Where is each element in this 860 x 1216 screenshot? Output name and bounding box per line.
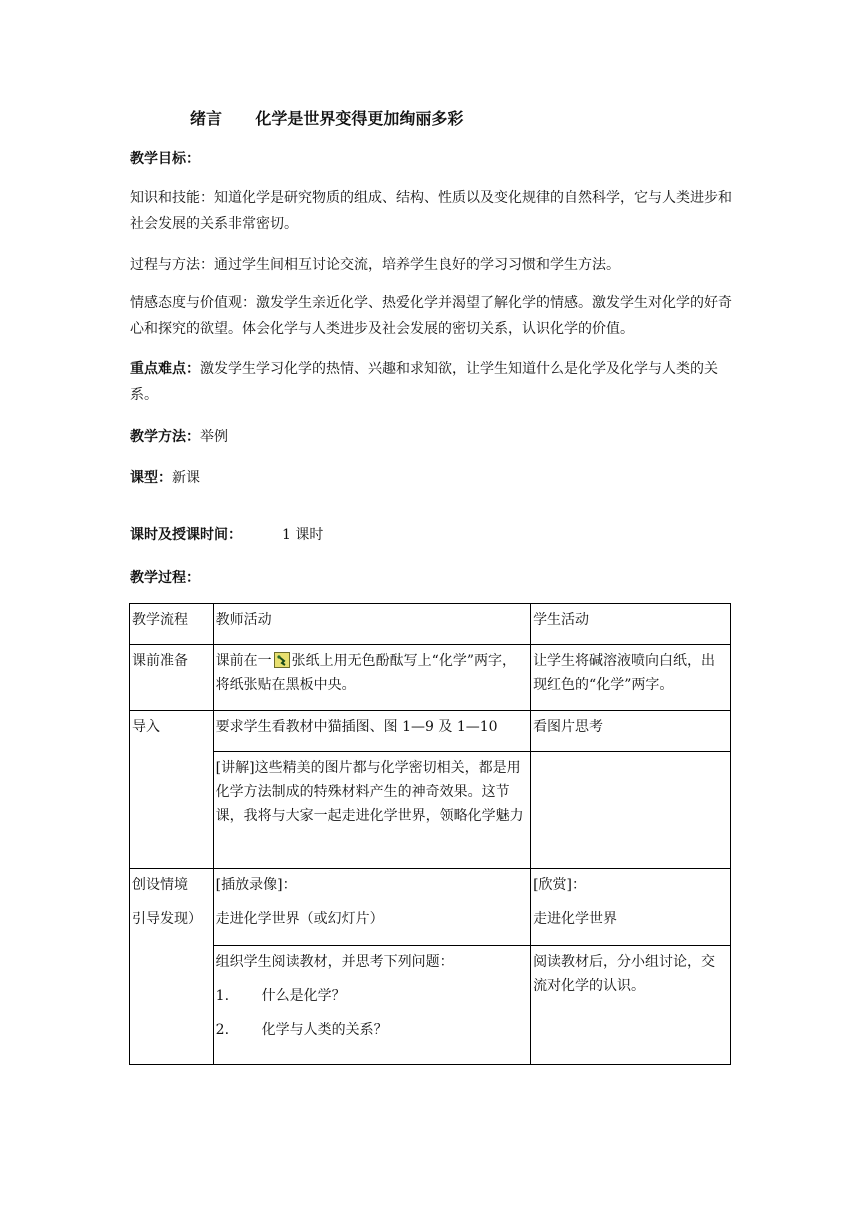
emotion-values-paragraph: 情感态度与价值观：激发学生亲近化学、热爱化学并渴望了解化学的情感。激发学生对化学的好奇心和探究的欲望。体会化学与人类进步及社会发展的密切关系，认识化学的价值。: [130, 295, 732, 337]
class-hours-value: 1 课时: [282, 527, 324, 543]
stage-cell: 创设情境 引导发现）: [130, 869, 214, 1065]
header-student-activity: 学生活动: [531, 604, 731, 645]
student-activity-cell: 让学生将碱溶液喷向白纸，出现红色的“化学”两字。: [531, 645, 731, 711]
lesson-type-line: [130, 465, 732, 491]
table-row: [130, 752, 731, 869]
question-item: 1. 什么是化学？: [215, 988, 346, 1004]
student-activity-cell: 阅读教材后，分小组讨论，交流对化学的认识。: [531, 946, 731, 1065]
student-activity-cell: [531, 752, 731, 869]
teaching-process-table: [129, 603, 731, 1065]
key-points-paragraph: [130, 356, 732, 408]
lesson-type-label: 课型：: [130, 470, 172, 486]
teacher-activity-cell: [插放录像]： 走进化学世界（或幻灯片）: [213, 869, 530, 946]
teacher-activity-cell: [讲解]这些精美的图片都与化学密切相关，都是用化学方法制成的特殊材料产生的神奇效果。这节课，我将与大家一起走进化学世界，领略化学魅力: [213, 752, 530, 869]
table-row: [130, 946, 731, 1065]
table-row: [130, 711, 731, 752]
header-teacher-activity: 教师活动: [213, 604, 530, 645]
table-header-row: [130, 604, 731, 645]
embedded-object-icon: [274, 652, 290, 668]
stage-cell: 导入: [130, 711, 214, 869]
process-heading: 教学过程：: [130, 570, 200, 586]
question-item: 2. 化学与人类的关系？: [215, 1022, 388, 1038]
key-points-text: 激发学生学习化学的热情、兴趣和求知欲，让学生知道什么是化学及化学与人类的关系。: [130, 361, 718, 403]
student-activity-cell: 看图片思考: [531, 711, 731, 752]
document-title: 绪言 化学是世界变得更加绚丽多彩: [190, 109, 464, 128]
class-hours-line: [130, 522, 732, 548]
table-row: [130, 645, 731, 711]
teacher-activity-cell: 组织学生阅读教材，并思考下列问题： 1. 什么是化学？ 2. 化学与人类的关系？: [213, 946, 530, 1065]
objectives-heading: 教学目标：: [130, 151, 200, 167]
key-points-label: 重点难点：: [130, 361, 200, 377]
process-method-paragraph: 过程与方法：通过学生间相互讨论交流，培养学生良好的学习习惯和学生方法。: [130, 257, 620, 273]
lesson-type-value: 新课: [172, 470, 200, 486]
header-stage: 教学流程: [130, 604, 214, 645]
table-row: [130, 869, 731, 946]
knowledge-skills-paragraph: 知识和技能：知道化学是研究物质的组成、结构、性质以及变化规律的自然科学，它与人类进步和社会发展的关系非常密切。: [130, 190, 732, 232]
teaching-method-value: 举例: [200, 429, 228, 445]
stage-cell: 课前准备: [130, 645, 214, 711]
student-activity-cell: [欣赏]： 走进化学世界: [531, 869, 731, 946]
teaching-method-line: [130, 424, 732, 450]
teacher-activity-cell: 要求学生看教材中猫插图、图 1—9 及 1—10: [213, 711, 530, 752]
teacher-activity-cell: 课前在一 张纸上用无色酚酞写上“化学”两字，将纸张贴在黑板中央。: [213, 645, 530, 711]
class-hours-label: 课时及授课时间：: [130, 527, 242, 543]
teaching-method-label: 教学方法：: [130, 429, 200, 445]
